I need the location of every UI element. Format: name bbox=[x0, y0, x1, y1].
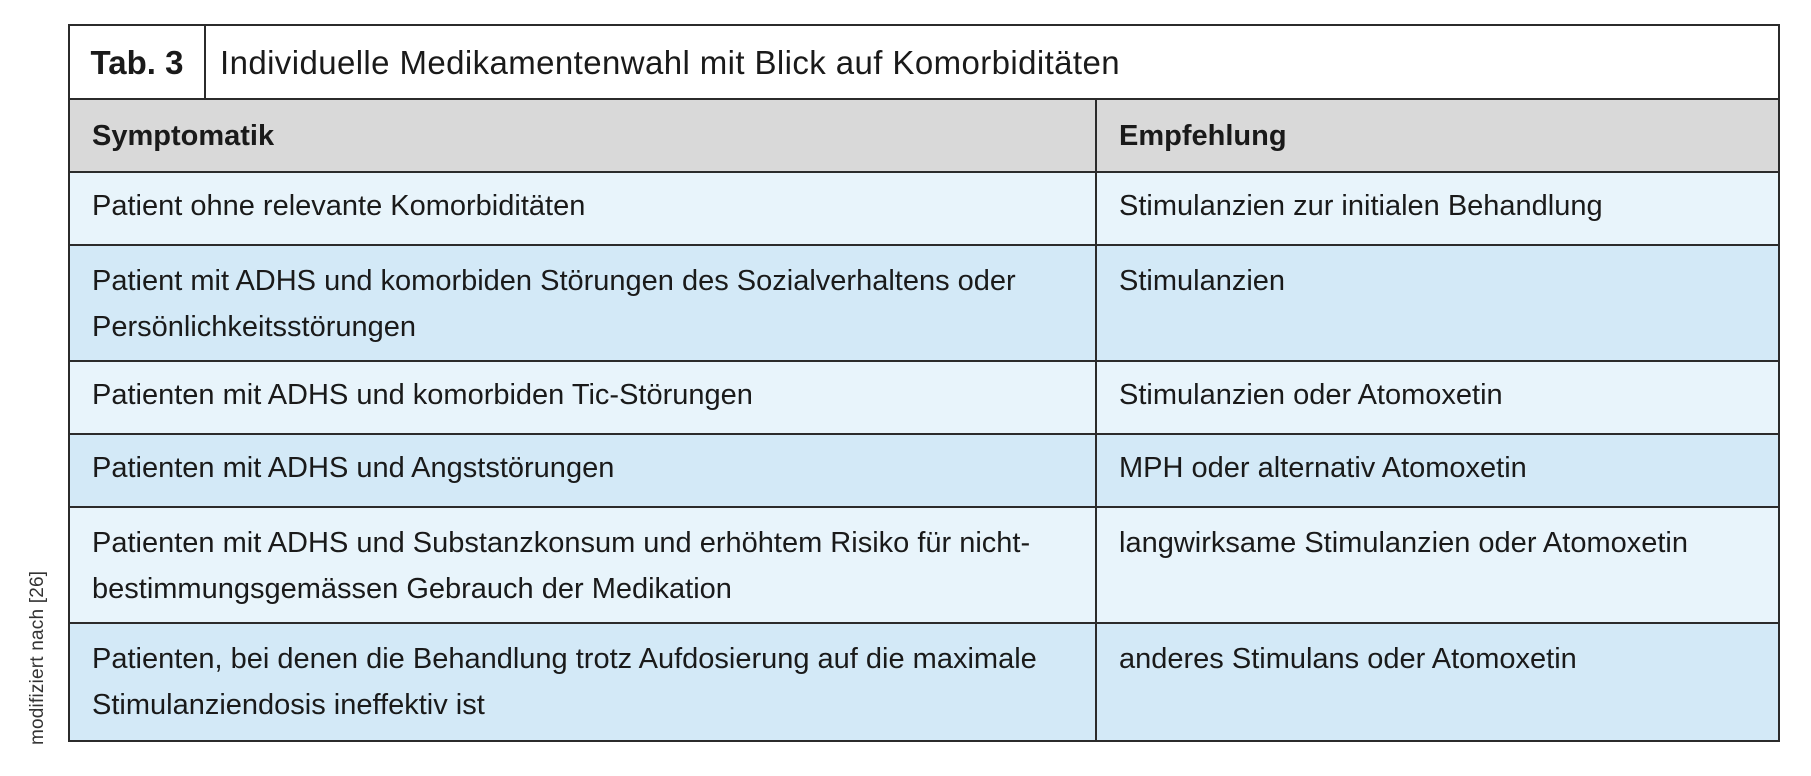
empfehlung-cell: Stimulanzien bbox=[1119, 265, 1286, 297]
table-row bbox=[70, 246, 1778, 362]
column-header-empfehlung: Empfehlung bbox=[1119, 119, 1287, 152]
symptomatik-cell: Patienten mit ADHS und komorbiden Tic-Störungen bbox=[70, 362, 1097, 433]
symptomatik-cell: Patienten mit ADHS und Angststörungen bbox=[70, 435, 1097, 506]
table-title-row bbox=[70, 26, 1778, 100]
table-header-row bbox=[70, 100, 1778, 173]
empfehlung-cell: anderes Stimulans oder Atomoxetin bbox=[1119, 643, 1577, 675]
column-header-symptomatik: Symptomatik bbox=[70, 100, 1097, 171]
table-row bbox=[70, 624, 1778, 740]
table-title: Individuelle Medikamentenwahl mit Blick auf Komorbiditäten bbox=[220, 44, 1120, 81]
table-label: Tab. 3 bbox=[70, 26, 206, 98]
empfehlung-cell: Stimulanzien zur initialen Behandlung bbox=[1119, 190, 1603, 222]
symptomatik-cell: Patient mit ADHS und komorbiden Störungen des Sozialverhaltens oder Persönlichkeitsstörungen bbox=[70, 246, 1097, 360]
source-note: modifiziert nach [26] bbox=[27, 570, 48, 745]
table-row bbox=[70, 173, 1778, 246]
symptomatik-cell: Patient ohne relevante Komorbiditäten bbox=[70, 173, 1097, 244]
empfehlung-cell: langwirksame Stimulanzien oder Atomoxetin bbox=[1119, 527, 1688, 559]
table-row bbox=[70, 362, 1778, 435]
table-row bbox=[70, 508, 1778, 624]
symptomatik-cell: Patienten mit ADHS und Substanzkonsum und erhöhtem Risiko für nicht-bestimmungsgemässen Gebrauch der Medikation bbox=[70, 508, 1097, 622]
empfehlung-cell: MPH oder alternativ Atomoxetin bbox=[1119, 452, 1527, 484]
table-row bbox=[70, 435, 1778, 508]
empfehlung-cell: Stimulanzien oder Atomoxetin bbox=[1119, 379, 1503, 411]
symptomatik-cell: Patienten, bei denen die Behandlung trotz Aufdosierung auf die maximale Stimulanziendosis ineffektiv ist bbox=[70, 624, 1097, 740]
medication-table bbox=[68, 24, 1780, 742]
